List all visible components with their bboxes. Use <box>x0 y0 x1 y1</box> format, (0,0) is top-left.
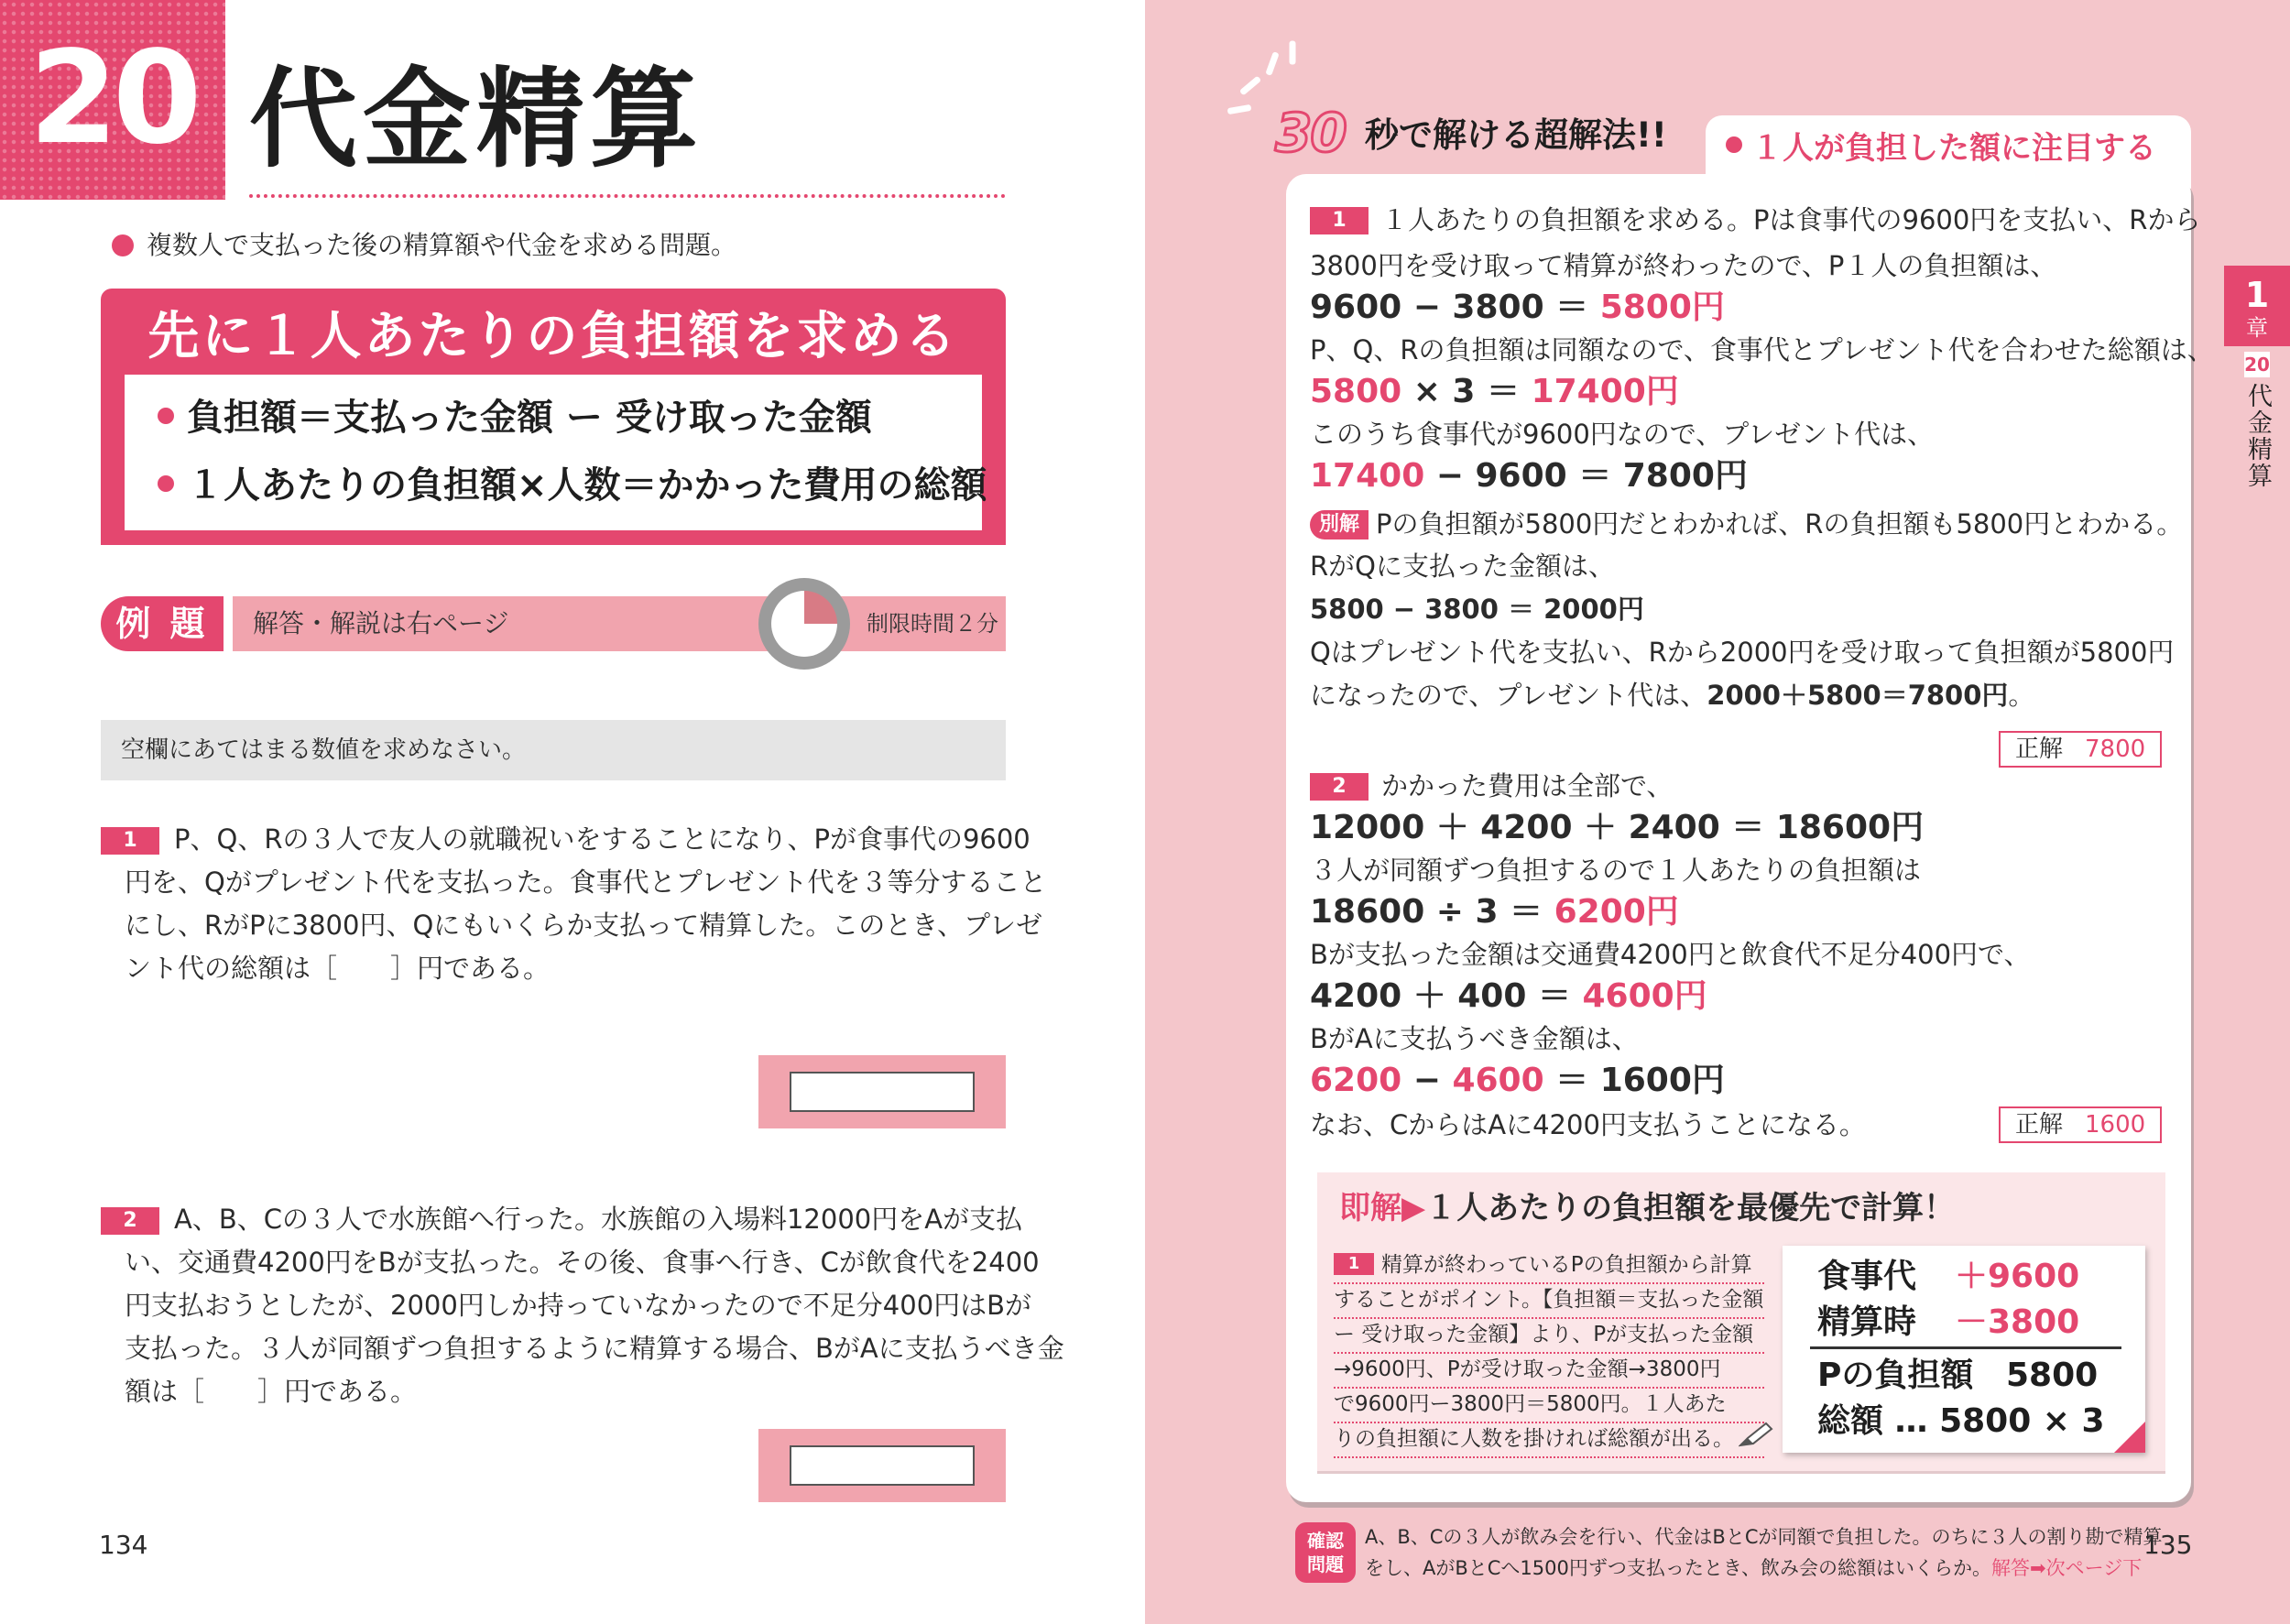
solution-line: このうち食事代が9600円なので、プレゼント代は、 <box>1310 419 1935 450</box>
confirm-answer-link[interactable]: 解答➡次ページ下 <box>1991 1557 2143 1579</box>
chapter-number: 20 <box>28 24 197 173</box>
time-limit: 制限時間２分 <box>867 611 998 637</box>
equation-text: × 3 ＝ <box>1401 373 1532 410</box>
example-header <box>101 596 1006 651</box>
memo-value: 5800 <box>2006 1357 2099 1394</box>
key-point-box <box>101 289 1006 545</box>
quick-line: りの負担額に人数を掛ければ総額が出る。 <box>1334 1422 1764 1458</box>
solution-line: BがAに支払うべき金額は、 <box>1310 1023 1639 1054</box>
problem-line <box>101 1198 1023 1241</box>
answer-box-2 <box>758 1429 1006 1502</box>
problem-line: い、交通費4200円をBが支払った。その後、食事へ行き、Cが飲食代を2400 <box>125 1247 1040 1278</box>
memo-row <box>1817 1354 2099 1398</box>
title-dotted-rule <box>249 194 1006 198</box>
focus-text <box>1726 123 2156 174</box>
side-chapter-label: 章 <box>2246 315 2268 341</box>
equation-text: 9600 − 3800 ＝ <box>1310 289 1600 326</box>
side-chapter-number: 1 <box>2244 275 2270 315</box>
memo-value: ＋9600 <box>1955 1258 2080 1295</box>
problem-line: 円を、Qがプレゼント代を支払った。食事代とプレゼント代を３等分すること <box>125 866 1047 898</box>
solution-line: Bが支払った金額は交通費4200円と飲食代不足分400円で、 <box>1310 939 2031 970</box>
problem-line: 額は［ ］円である。 <box>125 1376 418 1407</box>
header-number: 30 <box>1275 102 1346 164</box>
spark-icon <box>1290 41 1296 65</box>
alt-solution-tag: 別解 <box>1310 510 1369 540</box>
problem-line: ント代の総額は［ ］円である。 <box>125 953 551 984</box>
quick-line <box>1334 1248 1764 1284</box>
problem-number: 1 <box>101 827 159 855</box>
equation <box>1310 1059 1725 1103</box>
timer-icon <box>758 578 850 670</box>
equation-result: 4600円 <box>1582 977 1707 1015</box>
quick-line: することがポイント。【負担額＝支払った金額 <box>1334 1282 1764 1319</box>
solution-card <box>1286 174 2214 1502</box>
confirm-line <box>1365 1553 2142 1583</box>
correct-value: 1600 <box>2085 1111 2146 1139</box>
side-section-title: 代金精算 <box>2243 383 2272 489</box>
confirm-tag-line: 確認 <box>1307 1530 1344 1552</box>
solution-line: 5800 − 3800 ＝ 2000円 <box>1310 594 1644 625</box>
solution-number: 1 <box>1310 207 1369 234</box>
equation-text: ＝ 1600円 <box>1543 1062 1725 1099</box>
page-number-left: 134 <box>99 1530 148 1560</box>
equation <box>1310 890 1679 934</box>
equation-result: 6200円 <box>1554 893 1679 931</box>
equation <box>1310 454 1748 498</box>
quick-line: ー 受け取った金額】より、Pが支払った金額 <box>1334 1317 1764 1354</box>
quick-number: 1 <box>1334 1253 1374 1275</box>
intro-text <box>112 229 736 262</box>
solution-line: RがQに支払った金額は、 <box>1310 550 1615 582</box>
solution-line: P、Q、Rの負担額は同額なので、食事代とプレゼント代を合わせた総額は、 <box>1310 334 2214 365</box>
key-point-text: 負担額＝支払った金額 ー 受け取った金額 <box>187 397 872 439</box>
quick-text: 精算が終わっているPの負担額から計算 <box>1381 1253 1752 1277</box>
confirm-tag-line: 問題 <box>1307 1553 1344 1575</box>
bullet-icon <box>1726 136 1742 153</box>
quick-line: →9600円、Pが受け取った金額→3800円 <box>1334 1352 1764 1389</box>
bullet-icon <box>158 475 174 492</box>
memo-label: 精算時 <box>1817 1303 1917 1341</box>
side-section-number: 20 <box>2244 354 2270 376</box>
pencil-icon <box>1739 1422 1775 1449</box>
problem-text: A、B、Cの３人で水族館へ行った。水族館の入場料12000円をAが支払 <box>174 1204 1023 1235</box>
example-note: 解答・解説は右ページ <box>253 608 509 638</box>
memo-corner <box>2114 1422 2145 1453</box>
memo-value: －3800 <box>1955 1303 2080 1341</box>
confirm-question-tag <box>1295 1522 1356 1583</box>
solution-line: Qはプレゼント代を支払い、Rから2000円を受け取って負担額が5800円 <box>1310 637 2175 668</box>
memo-label: Pの負担額 <box>1817 1357 1974 1394</box>
memo-row <box>1817 1255 2080 1299</box>
solution-text: かかった費用は全部で、 <box>1381 770 1674 801</box>
equation-text: 18600 ÷ 3 ＝ <box>1310 893 1554 931</box>
confirm-line: A、B、Cの３人が飲み会を行い、代金はBとCが同額で負担した。のちに３人の割り勘で精算 <box>1365 1526 2163 1548</box>
quick-solve-box <box>1317 1172 2165 1471</box>
memo-row: 総額 … 5800 × 3 <box>1817 1402 2105 1440</box>
solution-text: Pの負担額が5800円だとわかれば、Rの負担額も5800円とわかる。 <box>1376 508 2184 540</box>
solution-line: ３人が同額ずつ負担するので１人あたりの負担額は <box>1310 855 1922 886</box>
problem-line <box>101 818 1030 861</box>
key-heading: 先に１人あたりの負担額を求める <box>147 307 959 366</box>
key-point-text: １人あたりの負担額×人数＝かかった費用の総額 <box>187 464 987 507</box>
solution-text: 。 <box>2008 680 2035 711</box>
correct-label: 正解 <box>2015 736 2064 763</box>
equation-text: − <box>1401 1062 1453 1099</box>
bullet-icon <box>158 408 174 424</box>
solution-number: 2 <box>1310 773 1369 801</box>
equation-text: − 9600 ＝ 7800円 <box>1424 457 1748 495</box>
example-label: 例 題 <box>101 596 224 651</box>
memo-divider <box>1810 1346 2121 1349</box>
solution-line <box>1310 202 2200 238</box>
problem-text: P、Q、Rの３人で友人の就職祝いをすることになり、Pが食事代の9600 <box>174 823 1030 855</box>
key-point <box>158 463 987 508</box>
quick-solve-label: 即解▶ <box>1339 1190 1426 1226</box>
problem-1 <box>101 818 1047 990</box>
quick-line: で9600円ー3800円＝5800円。１人あた <box>1334 1387 1764 1423</box>
correct-answer-1 <box>1999 731 2162 768</box>
problem-2 <box>101 1198 1064 1413</box>
intro-label: 複数人で支払った後の精算額や代金を求める問題。 <box>147 230 737 260</box>
solution-text: １人あたりの負担額を求める。Pは食事代の9600円を支払い、Rから <box>1381 204 2201 235</box>
equation <box>1310 370 1679 414</box>
equation-result: 5800円 <box>1599 289 1725 326</box>
solution-line: 3800円を受け取って精算が終わったので、P１人の負担額は、 <box>1310 250 2057 281</box>
problem-line: 円支払おうとしたが、2000円しか持っていなかったので不足分400円はBが <box>125 1290 1032 1321</box>
instruction: 空欄にあてはまる数値を求めなさい。 <box>101 720 1006 780</box>
correct-answer-2 <box>1999 1106 2162 1143</box>
chapter-number-box <box>0 0 225 200</box>
quick-solve-heading: １人あたりの負担額を最優先で計算！ <box>1425 1190 1956 1226</box>
memo-row <box>1817 1301 2080 1345</box>
problem-line: 支払った。３人が同額ずつ負担するように精算する場合、BがAに支払うべき金 <box>125 1333 1064 1364</box>
solution-text: になったので、プレゼント代は、 <box>1310 680 1707 711</box>
timer-face <box>771 591 837 657</box>
equation-text: 4200 ＋ 400 ＝ <box>1310 977 1583 1015</box>
key-point <box>158 395 872 441</box>
solution-line: なお、CからはAに4200円支払うことになる。 <box>1310 1109 1866 1140</box>
memo-card <box>1783 1246 2145 1453</box>
quick-solve-title <box>1339 1185 1955 1231</box>
equation-term: 4600 <box>1452 1062 1544 1099</box>
equation: 12000 ＋ 4200 ＋ 2400 ＝ 18600円 <box>1310 809 1925 846</box>
solution-line <box>1310 677 2034 714</box>
answer-box-1 <box>758 1055 1006 1128</box>
equation <box>1310 975 1707 1019</box>
correct-value: 7800 <box>2085 736 2146 763</box>
memo-label: 食事代 <box>1817 1258 1917 1295</box>
alt-solution-line <box>1310 506 2183 542</box>
solution-line <box>1310 768 1673 804</box>
equation-term: 6200 <box>1310 1062 1402 1099</box>
answer-blank[interactable] <box>790 1072 975 1112</box>
equation-term: 5800 <box>1310 373 1402 410</box>
equation <box>1310 286 1725 330</box>
solution-emphasis: 2000＋5800＝7800円 <box>1707 680 2009 711</box>
problem-line: にし、RがPに3800円、Qにもいくらか支払って精算した。このとき、プレゼ <box>125 910 1042 941</box>
bullet-icon <box>112 234 134 256</box>
key-point-list <box>125 375 987 530</box>
equation-result: 17400円 <box>1531 373 1679 410</box>
equation-term: 17400 <box>1310 457 1425 495</box>
focus-label: １人が負担した額に注目する <box>1751 130 2156 167</box>
confirm-text: をし、AがBとCへ1500円ずつ支払ったとき、飲み会の総額はいくらか。 <box>1365 1557 1992 1579</box>
header-text: 秒で解ける超解法!! <box>1365 115 1667 155</box>
answer-blank[interactable] <box>790 1445 975 1486</box>
page-title: 代金精算 <box>249 56 704 182</box>
correct-label: 正解 <box>2015 1111 2064 1139</box>
problem-number: 2 <box>101 1207 159 1235</box>
page-number-right: 135 <box>2143 1530 2193 1560</box>
